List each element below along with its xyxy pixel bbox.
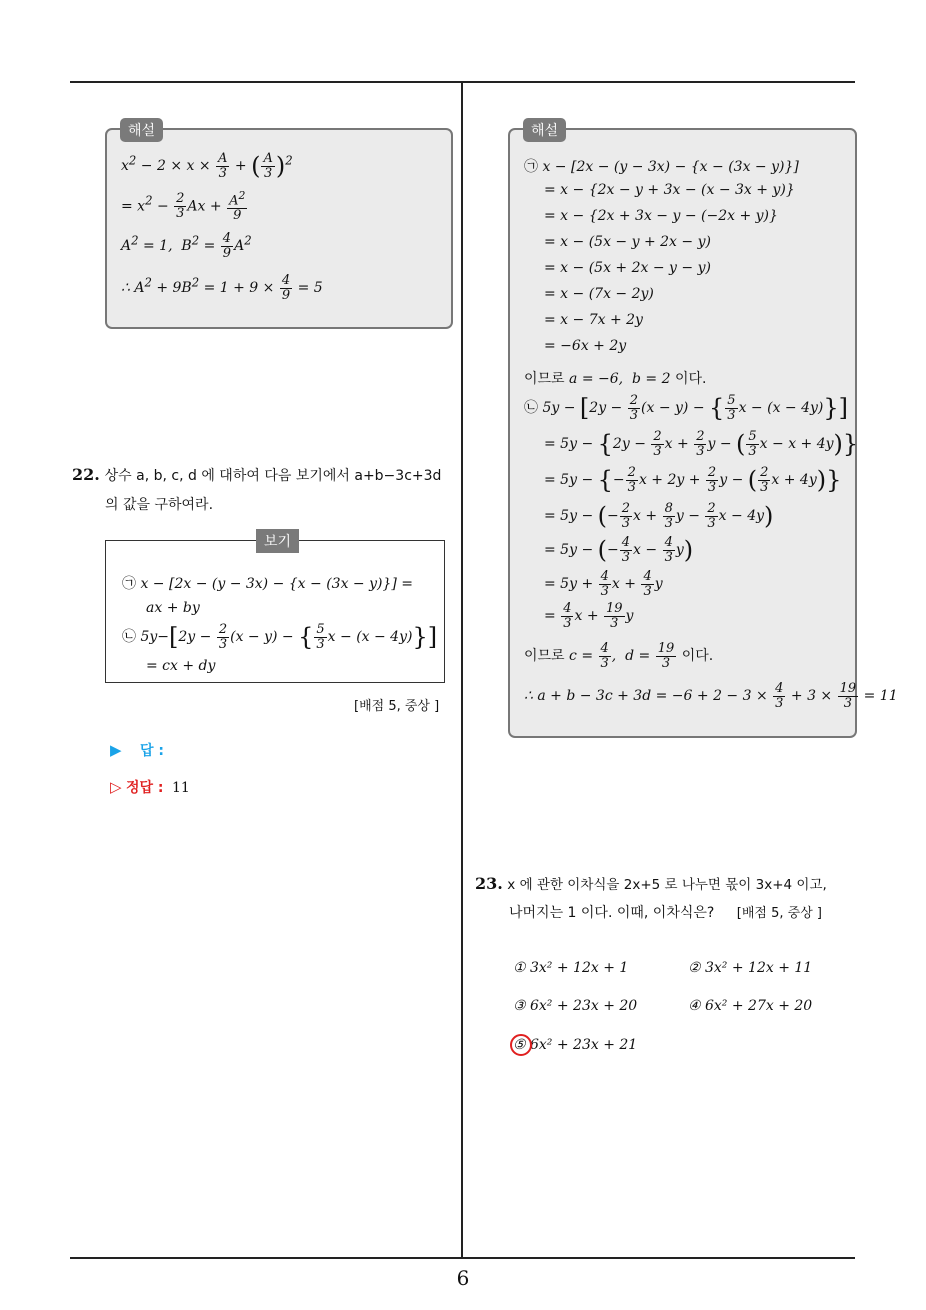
page-number: 6 — [456, 1266, 470, 1290]
q23-option-1[interactable]: ① 3x² + 12x + 1 — [513, 960, 629, 976]
rs-line-18: ∴ a + b − 3c + 3d = −6 + 2 − 3 × $\frac{4}{3}$ + 3 × $\frac{19}{3}$ = 11 — [524, 681, 898, 711]
q23-text-line-2 — [509, 902, 822, 922]
q22-view-box — [105, 540, 445, 683]
right-solution-box — [508, 128, 898, 738]
answer-arrow-icon: ▶ — [110, 741, 122, 759]
view-item-2b: = cx + dy — [146, 658, 216, 674]
rs-line-4: = x − (5x − y + 2x − y) — [544, 234, 711, 250]
q23-option-4[interactable]: ④ 6x² + 27x + 20 — [688, 998, 813, 1014]
rs-line-14: = 5y − (− $\frac{4}{3}$ x − $\frac{4}{3}$ y) — [544, 535, 694, 565]
q23-text-line-1 — [475, 873, 827, 893]
q23-prompt-2: 나머지는 1 이다. 이때, 이차식은? — [509, 905, 715, 921]
q23-option-2[interactable]: ② 3x² + 12x + 11 — [688, 960, 813, 976]
view-item-1b: ax + by — [146, 600, 200, 616]
q23-option-5[interactable]: ⑤ 6x² + 23x + 21 — [513, 1037, 638, 1053]
q23-prompt-1: x 에 관한 이차식을 2x+5 로 나누면 몫이 3x+4 이고, — [507, 877, 827, 893]
q22-prompt-1: 상수 a, b, c, d 에 대하여 다음 보기에서 a+b−3c+3d — [104, 468, 442, 484]
rs-line-3: = x − {2x + 3x − y − (−2x + y)} — [544, 208, 778, 224]
rs-line-17: 이므로 c = $\frac{4}{3}$ , d = $\frac{19}{3}$ 이다. — [524, 641, 714, 671]
selected-answer-circle — [510, 1034, 532, 1056]
right-solution-label: 해설 — [523, 118, 566, 142]
view-item-2a: ㉡ 5y−[2y − $\frac{2}{3}$ (x − y) − { $\frac{5}{3}$ x − (x − 4y)}] — [122, 622, 438, 652]
correct-value: 11 — [171, 780, 190, 796]
left-solution-label: 해설 — [120, 118, 163, 142]
rs-line-13: = 5y − (− $\frac{2}{3}$ x + $\frac{8}{3}$ y − $\frac{2}{3}$ x − 4y) — [544, 501, 774, 531]
correct-arrow-icon: ▷ — [110, 778, 122, 796]
rs-line-5: = x − (5x + 2x − y − y) — [544, 260, 711, 276]
rs-line-1: ㉠ x − [2x − (y − 3x) − {x − (3x − y)}] — [524, 159, 799, 175]
q22-number: 22. — [72, 465, 100, 484]
rs-line-16: = $\frac{4}{3}$ x + $\frac{19}{3}$ y — [544, 601, 634, 631]
rs-line-15: = 5y + $\frac{4}{3}$ x + $\frac{4}{3}$ y — [544, 569, 663, 599]
left-solution-line-3: $A^2 = 1$, $B^2$ = $\frac{4}{9}$ $A^2$ — [121, 231, 252, 261]
left-solution-line-2: = $x^2$ − $\frac{2}{3}$ Ax + $\frac{A^2}{9}$ — [121, 189, 246, 223]
rs-line-9: 이므로 a = −6, b = 2 이다. — [524, 371, 707, 387]
q23-number: 23. — [475, 874, 503, 893]
rs-line-11: = 5y − {2y − $\frac{2}{3}$ x + $\frac{2}{3}$ y − ( $\frac{5}{3}$ x − x + 4y)} — [544, 429, 859, 459]
q22-answer-row — [110, 740, 164, 760]
q22-text-line-1 — [72, 465, 441, 485]
bottom-rule — [70, 1257, 855, 1259]
column-divider — [461, 82, 463, 1258]
top-rule — [70, 81, 855, 83]
q23-option-3[interactable]: ③ 6x² + 23x + 20 — [513, 998, 638, 1014]
q22-correct-row — [110, 777, 190, 797]
rs-line-2: = x − {2x − y + 3x − (x − 3x + y)} — [544, 182, 795, 198]
rs-line-10: ㉡ 5y − [2y − $\frac{2}{3}$ (x − y) − { $\frac{5}{3}$ x − (x − 4y)}] — [524, 393, 849, 423]
left-solution-box — [105, 128, 453, 329]
q23-score: [배점 5, 중상 ] — [736, 906, 822, 921]
q22-view-label: 보기 — [256, 529, 299, 553]
left-solution-line-4: ∴ $A^2 + 9B^2 = 1 + 9$ × $\frac{4}{9}$ = 5 — [121, 273, 323, 303]
q22-text-line-2: 의 값을 구하여라. — [105, 497, 214, 513]
left-solution-line-1: $x^2 - 2 \times x$ × $\frac{A}{3}$ + ( $\frac{A}{3}$ )$^2$ — [121, 151, 293, 181]
view-item-1a: ㉠ x − [2x − (y − 3x) − {x − (3x − y)}] = — [122, 576, 414, 592]
correct-label: 정답 : — [126, 780, 164, 796]
rs-line-7: = x − 7x + 2y — [544, 312, 643, 328]
q22-score: [배점 5, 중상 ] — [354, 699, 440, 714]
rs-line-12: = 5y − {− $\frac{2}{3}$ x + 2y + $\frac{2}{3}$ y − ( $\frac{2}{3}$ x + 4y)} — [544, 465, 842, 495]
rs-line-8: = −6x + 2y — [544, 338, 627, 354]
rs-line-6: = x − (7x − 2y) — [544, 286, 654, 302]
answer-label: 답 : — [140, 743, 164, 759]
